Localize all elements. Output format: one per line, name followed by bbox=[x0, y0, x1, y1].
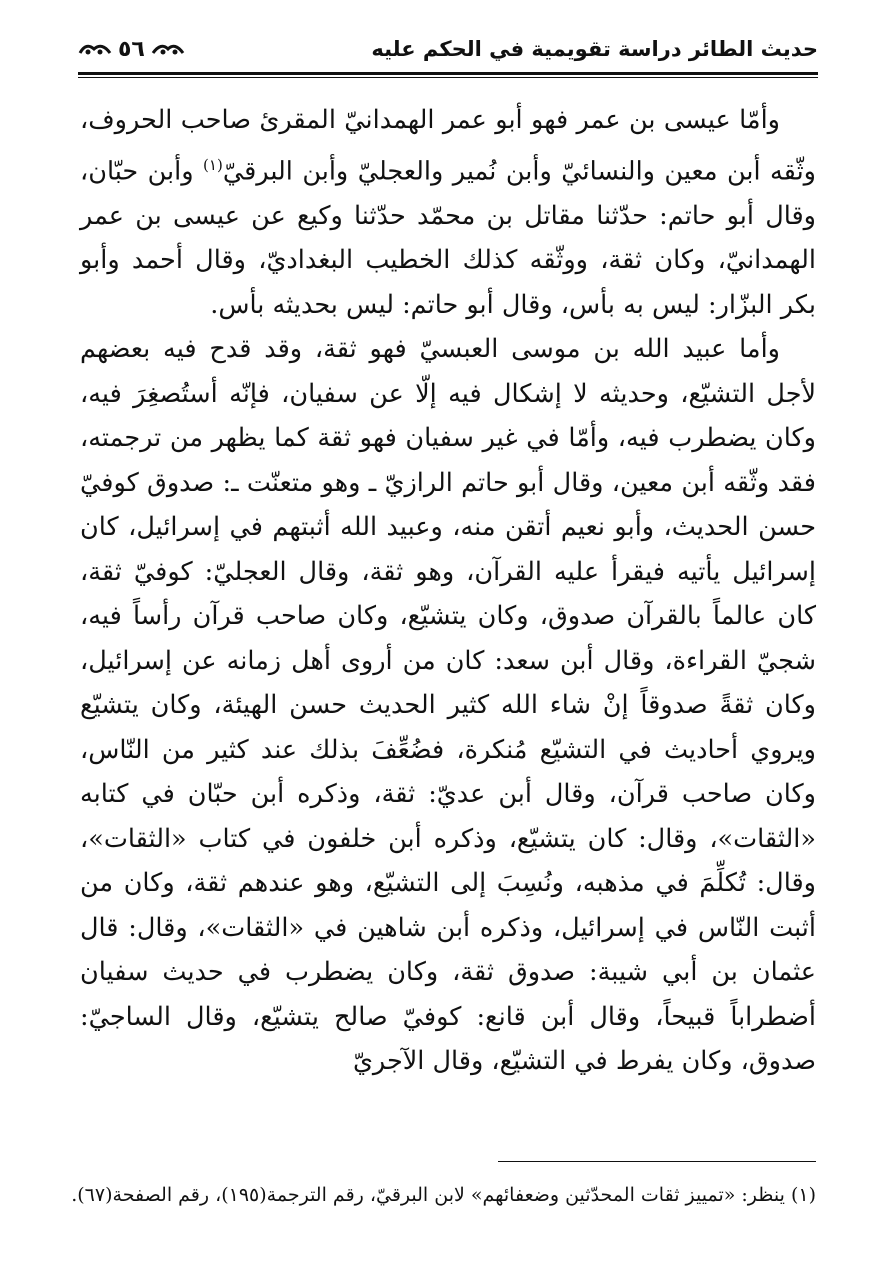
footnote-reference: (١) bbox=[203, 155, 223, 174]
page-number: ٥٦ bbox=[118, 36, 145, 62]
header-title: حديث الطائر دراسة تقويمية في الحكم عليه bbox=[371, 37, 818, 61]
header-rule bbox=[78, 72, 818, 75]
paragraph-ubaydullah-ibn-musa: وأما عبيد الله بن موسى العبسيّ فهو ثقة، وقد قدح فيه بعضهم لأجل التشيّع، وحديثه لا إشكال فيه إلّا عن سفيان، فإنّه أستُصغِرَ فيه، وكان يضطرب فيه، وأمّا في غير سفيان فهو ثقة كما يظهر من ترجمته، فقد وثّقه أبن معين، وقال أبو حاتم الرازيّ ـ وهو متعنّت ـ: صدوق كوفيّ حسن الحديث، وأبو نعيم أتقن منه، وعبيد الله أثبتهم في إسرائيل، كان إسرائيل يأتيه فيقرأ عليه القرآن، وهو ثقة، وقال العجليّ: كوفيّ ثقة، كان عالماً بالقرآن صدوق، وكان يتشيّع، وكان صاحب قرآن رأساً فيه، شجيّ القراءة، وقال أبن سعد: كان من أروى أهل زمانه عن إسرائيل، وكان ثقةً صدوقاً إنْ شاء الله كثير الحديث حسن الهيئة، وكان يتشيّع ويروي أحاديث في التشيّع مُنكرة، فضُعِّفَ بذلك عند كثير من النّاس، وكان صاحب قرآن، وقال أبن عديّ: ثقة، وذكره أبن حبّان في كتابه «الثقات»، وقال: كان يتشيّع، وذكره أبن خلفون في كتاب «الثقات»، وقال: تُكلِّمَ في مذهبه، ونُسِبَ إلى التشيّع، وهو عندهم ثقة، وكان من أثبت النّاس في إسرائيل، وذكره أبن شاهين في «الثقات»، وقال: قال عثمان بن أبي شيبة: صدوق ثقة، وكان يضطرب في حديث سفيان أضطراباً قبيحاً، وقال أبن قانع: كوفيّ صالح يتشيّع، وقال الساجيّ: صدوق، وكان يفرط في التشيّع، وقال الآجريّ bbox=[80, 334, 816, 1076]
footnote-separator bbox=[498, 1161, 816, 1162]
footnote: (١) ينظر: «تمييز ثقات المحدّثين وضعفائهم» لابن البرقيّ، رقم الترجمة(١٩٥)، رقم الصفحة(٦٧). bbox=[71, 1184, 816, 1206]
paragraph-text: وأمّا عيسى بن عمر فهو أبو عمر الهمدانيّ المقرئ صاحب الحروف، وثّقه أبن معين والنسائيّ وأبن نُمير والعجليّ وأبن البرقيّ bbox=[80, 105, 816, 186]
paragraph-text: وأبن حبّان، وقال أبو حاتم: حدّثنا مقاتل بن محمّد حدّثنا وكيع عن عيسى بن عمر الهمدانيّ، وكان ثقة، ووثّقه كذلك الخطيب البغداديّ، وقال أحمد وأبو بكر البزّار: ليس به بأس، وقال أبو حاتم: ليس بحديثه بأس. bbox=[80, 156, 816, 320]
page-number-group bbox=[78, 37, 185, 62]
ornament-right-icon bbox=[151, 40, 185, 58]
main-text bbox=[80, 98, 816, 1084]
paragraph-isa-ibn-umar bbox=[80, 98, 816, 327]
running-header bbox=[78, 28, 818, 70]
header-rule-thin bbox=[78, 77, 818, 78]
ornament-left-icon bbox=[78, 40, 112, 58]
